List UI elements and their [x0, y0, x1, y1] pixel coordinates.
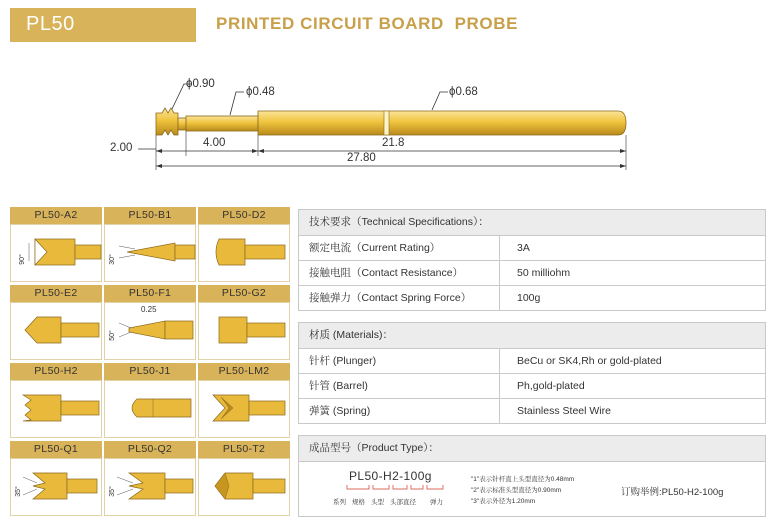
tip-q2-icon: [105, 459, 197, 517]
code-part-spec: 规格: [352, 499, 365, 506]
tip-t2-icon: [199, 459, 291, 517]
variant-label: PL50-G2: [198, 285, 290, 302]
variant-a2: [10, 207, 102, 282]
page-title: PRINTED CIRCUIT BOARD PROBE: [216, 14, 519, 33]
code-part-force: 弹力: [430, 499, 443, 506]
model-tab: [10, 8, 196, 42]
variant-label: PL50-H2: [10, 363, 102, 380]
variant-label: PL50-Q2: [104, 441, 196, 458]
probe-neck: [178, 118, 186, 130]
table-row: [299, 261, 765, 286]
model-label: PL50: [26, 13, 75, 35]
material-label: 针杆 (Plunger): [309, 355, 377, 367]
order-example: 订购举例:PL50-H2-100g: [621, 487, 724, 498]
variant-label: PL50-F1: [104, 285, 196, 302]
material-value: BeCu or SK4,Rh or gold-plated: [517, 355, 662, 367]
angle-label: 30°: [108, 254, 116, 265]
variant-f1: [104, 285, 196, 360]
tip-j1-icon: [105, 381, 197, 439]
product-note: "3"表示外径为1.20mm: [471, 498, 536, 505]
angle-label: 50°: [108, 330, 116, 341]
product-code-brackets: [333, 484, 458, 498]
variant-b1: [104, 207, 196, 282]
tip-lm2-icon: [199, 381, 291, 439]
variant-h2: [10, 363, 102, 438]
tip-h2-icon: [11, 381, 103, 439]
table-row: [299, 236, 765, 261]
probe-head: [156, 108, 178, 135]
materials-table: [298, 322, 766, 424]
spec-value: 50 milliohm: [517, 267, 571, 279]
variant-label: PL50-T2: [198, 441, 290, 458]
materials-header: 材质 (Materials)：: [299, 323, 765, 349]
spec-label: 接触弹力（Contact Spring Force）: [309, 292, 472, 304]
barrel-length-label: 21.8: [382, 137, 405, 149]
variant-g2: [198, 285, 290, 360]
variant-j1: [104, 363, 196, 438]
product-type-header: 成品型号（Product Type）：: [299, 436, 765, 462]
variant-grid: [10, 207, 290, 517]
code-part-head-type: 头型: [371, 499, 384, 506]
product-type-box: [298, 435, 766, 517]
head-diameter-label: ϕ0.90: [186, 78, 215, 90]
flat-label: 0.25: [141, 305, 157, 314]
angle-label: 35°: [14, 486, 22, 497]
probe-barrel: [258, 111, 626, 135]
code-part-series: 系列: [333, 499, 346, 506]
tip-e2-icon: [11, 303, 103, 361]
table-row: [299, 286, 765, 310]
technical-specs-table: [298, 209, 766, 311]
code-part-head-dia: 头部直径: [390, 499, 416, 506]
spec-value: 3A: [517, 242, 530, 254]
variant-label: PL50-Q1: [10, 441, 102, 458]
total-length-label: 27.80: [347, 152, 376, 164]
spec-value: 100g: [517, 292, 541, 304]
variant-q2: [104, 441, 196, 516]
material-label: 弹簧 (Spring): [309, 405, 371, 417]
variant-e2: [10, 285, 102, 360]
variant-q1: [10, 441, 102, 516]
plunger-diameter-label: ϕ0.48: [246, 86, 275, 98]
table-row: [299, 374, 765, 399]
angle-label: 90°: [18, 254, 26, 265]
probe-crimp: [384, 111, 389, 135]
angle-label: 35°: [108, 486, 116, 497]
product-code: PL50-H2-100g: [349, 469, 432, 483]
variant-label: PL50-LM2: [198, 363, 290, 380]
table-row: [299, 349, 765, 374]
variant-label: PL50-B1: [104, 207, 196, 224]
material-value: Ph,gold-plated: [517, 380, 585, 392]
spec-label: 接触电阻（Contact Resistance）: [309, 267, 464, 279]
material-label: 针管 (Barrel): [309, 380, 368, 392]
material-value: Stainless Steel Wire: [517, 405, 611, 417]
tip-b1-icon: [105, 225, 197, 283]
variant-label: PL50-A2: [10, 207, 102, 224]
table-row: [299, 399, 765, 423]
product-note: "2"表示标准头型直径为0.90mm: [471, 487, 562, 494]
tip-q1-icon: [11, 459, 103, 517]
barrel-diameter-label: ϕ0.68: [449, 86, 478, 98]
tip-d2-icon: [199, 225, 291, 283]
probe-plunger: [186, 116, 258, 131]
variant-label: PL50-E2: [10, 285, 102, 302]
product-note: "1"表示针杆直上头型直径为0.48mm: [471, 476, 575, 483]
tip-g2-icon: [199, 303, 291, 361]
variant-d2: [198, 207, 290, 282]
variant-lm2: [198, 363, 290, 438]
variant-label: PL50-J1: [104, 363, 196, 380]
spec-label: 额定电流（Current Rating）: [309, 242, 441, 254]
head-length-label: 2.00: [110, 142, 133, 154]
technical-specs-header: 技术要求（Technical Specifications）：: [299, 210, 765, 236]
variant-label: PL50-D2: [198, 207, 290, 224]
plunger-length-label: 4.00: [203, 137, 226, 149]
variant-t2: [198, 441, 290, 516]
